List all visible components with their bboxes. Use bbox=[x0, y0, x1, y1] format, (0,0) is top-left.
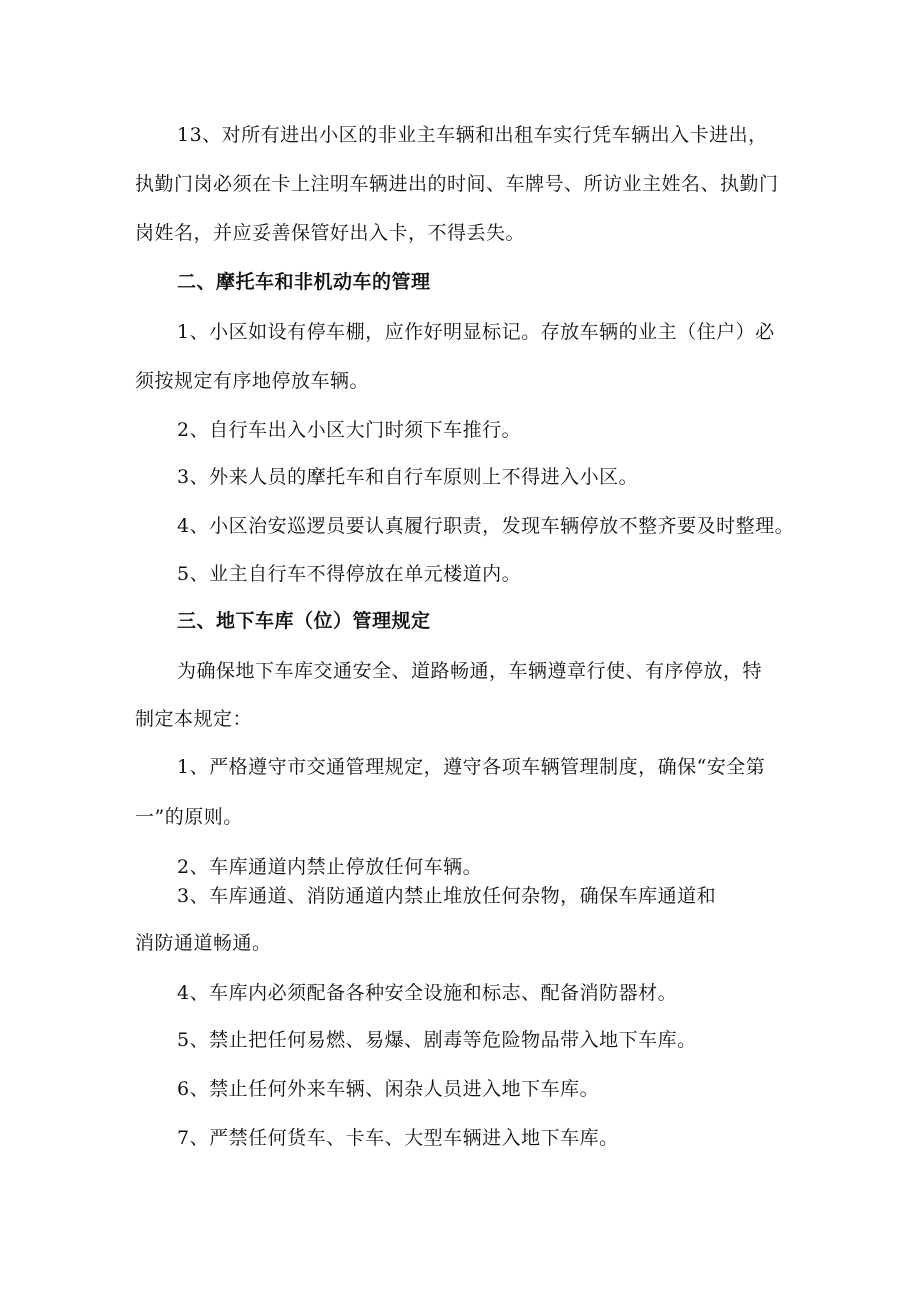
section-3-item-6: 6、禁止任何外来车辆、闲杂人员进入地下车库。 bbox=[177, 1078, 600, 1100]
section-2-heading: 二、摩托车和非机动车的管理 bbox=[177, 271, 431, 293]
section-3-item-1-line-2: 一”的原则。 bbox=[135, 806, 243, 828]
section-3-item-2: 2、车库通道内禁止停放任何车辆。 bbox=[177, 856, 483, 878]
section-3-item-1-line-1: 1、严格遵守市交通管理规定，遵守各项车辆管理制度，确保“安全第 bbox=[177, 756, 766, 778]
paragraph-13-line-1: 13、对所有进出小区的非业主车辆和出租车实行凭车辆出入卡进出， bbox=[177, 124, 768, 146]
section-2-item-2: 2、自行车出入小区大门时须下车推行。 bbox=[177, 419, 522, 441]
paragraph-13-line-2: 执勤门岗必须在卡上注明车辆进出的时间、车牌号、所访业主姓名、执勤门 bbox=[135, 173, 779, 195]
section-2-item-1-line-1: 1、小区如设有停车棚，应作好明显标记。存放车辆的业主（住户）必 bbox=[177, 321, 775, 343]
section-3-item-5: 5、禁止把任何易燃、易爆、剧毒等危险物品带入地下车库。 bbox=[177, 1029, 697, 1051]
section-3-item-4: 4、车库内必须配备各种安全设施和标志、配备消防器材。 bbox=[177, 982, 678, 1004]
section-3-intro-line-1: 为确保地下车库交通安全、道路畅通，车辆遵章行使、有序停放，特 bbox=[177, 660, 763, 682]
section-3-item-7: 7、严禁任何货车、卡车、大型车辆进入地下车库。 bbox=[177, 1127, 619, 1149]
section-3-heading: 三、地下车库（位）管理规定 bbox=[177, 610, 431, 632]
section-2-item-5: 5、业主自行车不得停放在单元楼道内。 bbox=[177, 563, 522, 585]
section-3-item-3-line-2: 消防通道畅通。 bbox=[135, 932, 272, 954]
section-2-item-4: 4、小区治安巡逻员要认真履行职责，发现车辆停放不整齐要及时整理。 bbox=[177, 515, 795, 537]
section-2-item-3: 3、外来人员的摩托车和自行车原则上不得进入小区。 bbox=[177, 466, 639, 488]
section-3-intro-line-2: 制定本规定： bbox=[135, 708, 253, 730]
paragraph-13-line-3: 岗姓名，并应妥善保管好出入卡，不得丢失。 bbox=[135, 222, 526, 244]
section-3-item-3-line-1: 3、车库通道、消防通道内禁止堆放任何杂物，确保车库通道和 bbox=[177, 885, 717, 907]
section-2-item-1-line-2: 须按规定有序地停放车辆。 bbox=[135, 370, 370, 392]
